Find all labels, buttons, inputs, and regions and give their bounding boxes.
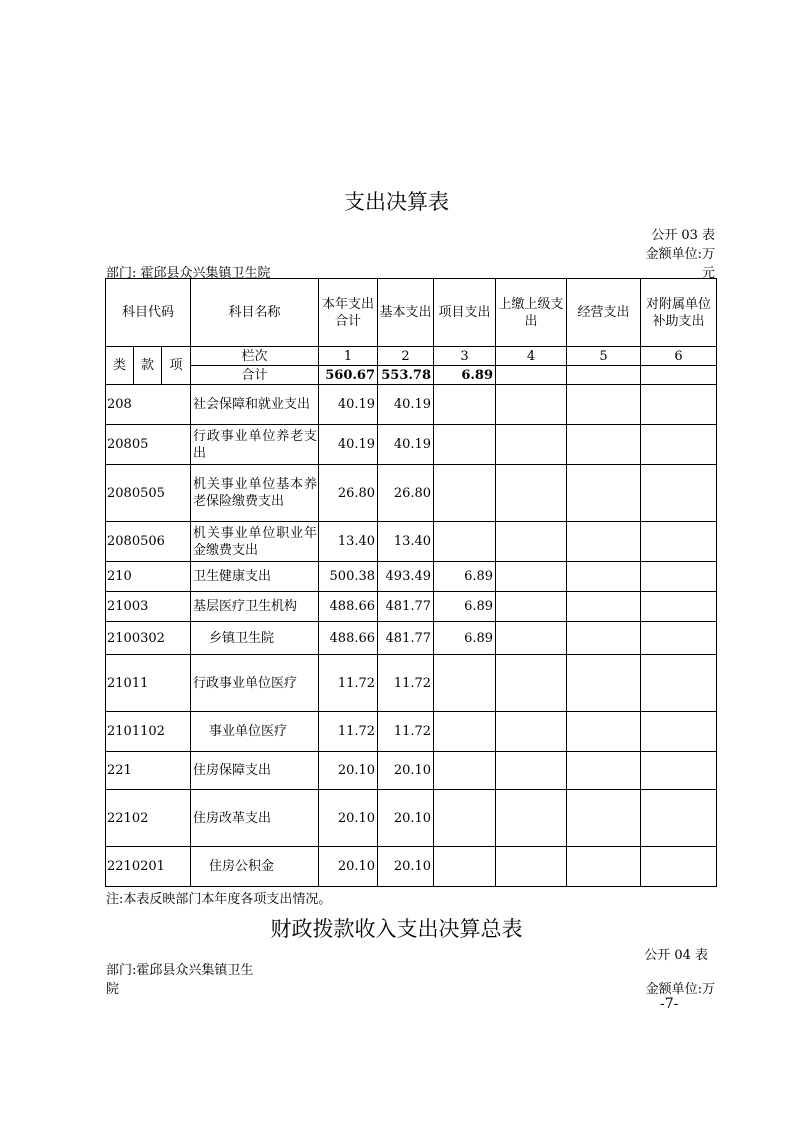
form-number: 公开 03 表	[651, 228, 715, 243]
row-project	[434, 465, 496, 522]
row-project	[434, 385, 496, 425]
row-total: 500.38	[319, 562, 378, 592]
row-project	[434, 752, 496, 790]
table-row	[106, 522, 717, 562]
table-row	[106, 465, 717, 522]
row-total: 488.66	[319, 622, 378, 655]
second-department-cont: 院	[106, 982, 120, 997]
row-basic: 493.49	[378, 562, 434, 592]
row-code: 221	[106, 752, 191, 790]
row-basic: 20.10	[378, 847, 434, 887]
table-row	[106, 385, 717, 425]
header-kuan: 款	[134, 347, 162, 385]
col-no-1: 1	[319, 347, 378, 366]
row-project	[434, 655, 496, 712]
department: 部门: 霍邱县众兴集镇卫生院	[106, 266, 271, 281]
total-label: 合计	[191, 366, 319, 385]
table-row	[106, 752, 717, 790]
expenditure-table	[105, 278, 717, 887]
row-name: 机关事业单位基本养老保险缴费支出	[191, 465, 319, 522]
table-row	[106, 592, 717, 622]
page-title: 支出决算表	[344, 190, 449, 214]
header-project: 项目支出	[434, 279, 496, 347]
row-project: 6.89	[434, 562, 496, 592]
row-code: 20805	[106, 425, 191, 465]
header-total: 本年支出合计	[319, 279, 378, 347]
row-project	[434, 790, 496, 847]
header-business: 经营支出	[567, 279, 641, 347]
row-total: 20.10	[319, 752, 378, 790]
table-row	[106, 712, 717, 752]
row-project	[434, 712, 496, 752]
row-name: 行政事业单位医疗	[191, 655, 319, 712]
amount-unit-cont: 元	[701, 266, 715, 281]
header-xiang: 项	[162, 347, 191, 385]
table-row	[106, 425, 717, 465]
col-no-2: 2	[378, 347, 434, 366]
row-total: 20.10	[319, 790, 378, 847]
column-number-row	[106, 347, 717, 366]
row-name: 乡镇卫生院	[191, 622, 319, 655]
row-basic: 26.80	[378, 465, 434, 522]
row-name: 机关事业单位职业年金缴费支出	[191, 522, 319, 562]
row-name: 卫生健康支出	[191, 562, 319, 592]
row-total: 11.72	[319, 712, 378, 752]
col-no-3: 3	[434, 347, 496, 366]
row-code: 2080506	[106, 522, 191, 562]
row-code: 2080505	[106, 465, 191, 522]
row-name: 住房公积金	[191, 847, 319, 887]
header-row	[106, 279, 717, 347]
page-number: -7-	[660, 996, 679, 1012]
header-lanci: 栏次	[191, 347, 319, 366]
table-row	[106, 562, 717, 592]
row-basic: 40.19	[378, 425, 434, 465]
row-basic: 481.77	[378, 622, 434, 655]
table-row	[106, 847, 717, 887]
header-code: 科目代码	[106, 279, 191, 347]
header-subsidy: 对附属单位补助支出	[641, 279, 717, 347]
row-code: 22102	[106, 790, 191, 847]
row-basic: 11.72	[378, 712, 434, 752]
row-total: 20.10	[319, 847, 378, 887]
row-total: 488.66	[319, 592, 378, 622]
second-department: 部门:霍邱县众兴集镇卫生	[106, 963, 254, 978]
row-basic: 13.40	[378, 522, 434, 562]
header-basic: 基本支出	[378, 279, 434, 347]
row-total: 40.19	[319, 385, 378, 425]
row-project: 6.89	[434, 592, 496, 622]
row-name: 事业单位医疗	[191, 712, 319, 752]
row-total: 13.40	[319, 522, 378, 562]
header-lei: 类	[106, 347, 134, 385]
total-project: 6.89	[434, 366, 496, 385]
row-total: 26.80	[319, 465, 378, 522]
table-row	[106, 622, 717, 655]
row-project: 6.89	[434, 622, 496, 655]
row-project	[434, 522, 496, 562]
row-code: 21011	[106, 655, 191, 712]
row-name: 社会保障和就业支出	[191, 385, 319, 425]
total-basic: 553.78	[378, 366, 434, 385]
row-code: 2100302	[106, 622, 191, 655]
table-row	[106, 655, 717, 712]
amount-unit: 金额单位:万	[645, 247, 715, 262]
row-code: 2101102	[106, 712, 191, 752]
row-project	[434, 847, 496, 887]
col-no-4: 4	[496, 347, 567, 366]
row-basic: 40.19	[378, 385, 434, 425]
header-name: 科目名称	[191, 279, 319, 347]
second-form-number: 公开 04 表	[644, 948, 708, 963]
row-basic: 20.10	[378, 790, 434, 847]
table-row	[106, 790, 717, 847]
row-code: 2210201	[106, 847, 191, 887]
row-code: 21003	[106, 592, 191, 622]
row-basic: 11.72	[378, 655, 434, 712]
row-total: 11.72	[319, 655, 378, 712]
row-name: 住房保障支出	[191, 752, 319, 790]
col-no-6: 6	[641, 347, 717, 366]
row-name: 基层医疗卫生机构	[191, 592, 319, 622]
total-row	[106, 366, 717, 385]
total-sum: 560.67	[319, 366, 378, 385]
row-name: 住房改革支出	[191, 790, 319, 847]
row-code: 210	[106, 562, 191, 592]
row-code: 208	[106, 385, 191, 425]
col-no-5: 5	[567, 347, 641, 366]
header-upper: 上缴上级支出	[496, 279, 567, 347]
second-amount-unit: 金额单位:万	[645, 982, 715, 997]
row-basic: 481.77	[378, 592, 434, 622]
table-note: 注:本表反映部门本年度各项支出情况。	[106, 892, 332, 907]
second-title: 财政拨款收入支出决算总表	[270, 917, 523, 941]
row-name: 行政事业单位养老支出	[191, 425, 319, 465]
row-project	[434, 425, 496, 465]
row-basic: 20.10	[378, 752, 434, 790]
row-total: 40.19	[319, 425, 378, 465]
